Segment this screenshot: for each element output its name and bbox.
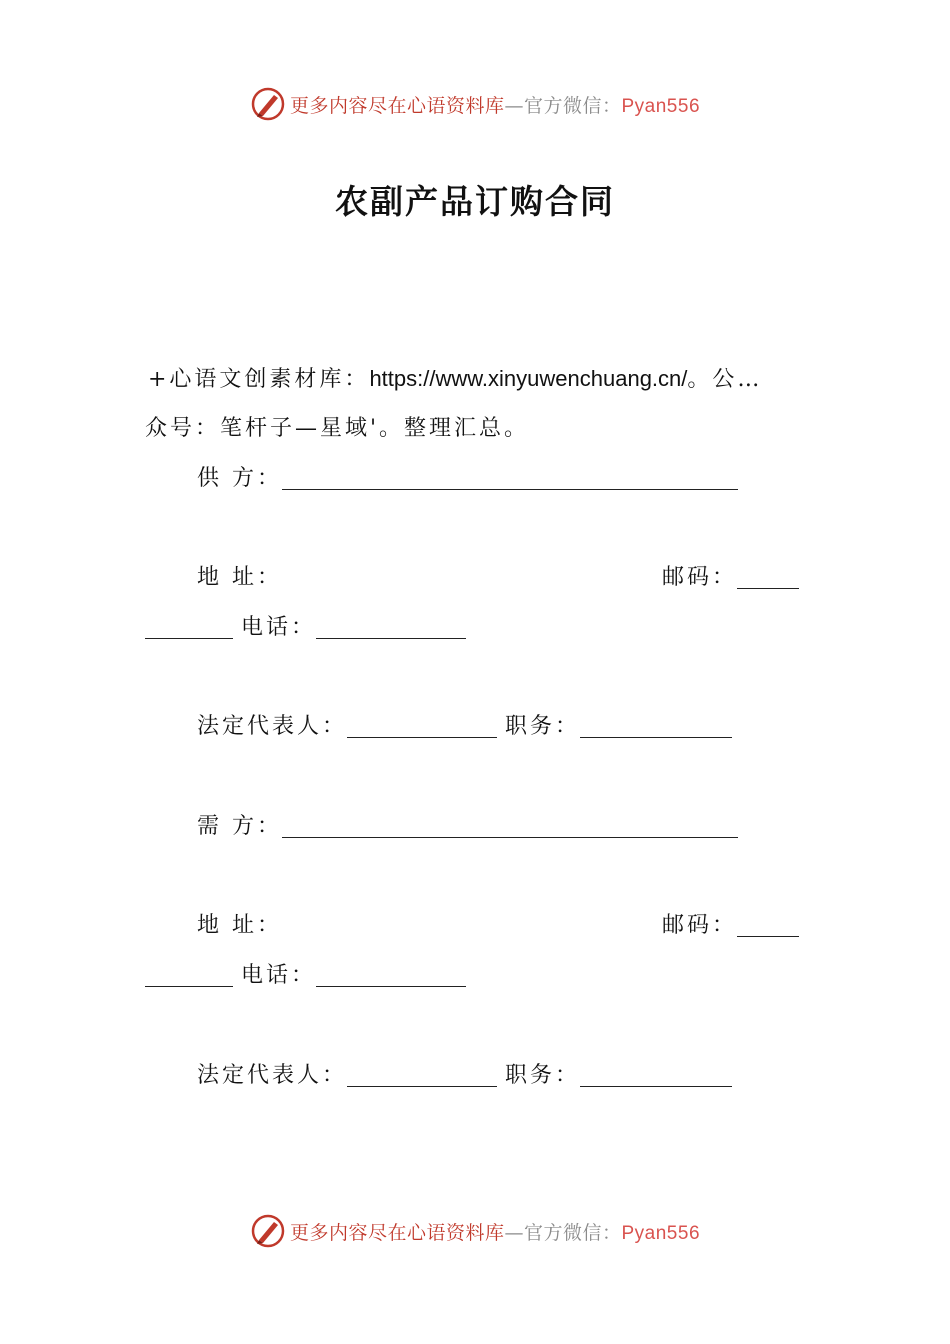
- buyer-phone-label: 电话：: [241, 963, 317, 988]
- banner-text: 更多内容尽在心语资料库—官方微信：Pyan556: [289, 94, 701, 117]
- footer-banner: [0, 1211, 950, 1251]
- supplier-rep-row: [197, 712, 732, 742]
- header-banner: [0, 84, 950, 124]
- buyer-phone-input[interactable]: [316, 964, 466, 987]
- buyer-postcode-input[interactable]: [737, 914, 799, 937]
- supplier-postcode-row: [662, 563, 799, 593]
- buyer-phone-row: [145, 961, 466, 991]
- buyer-postcode-input-cont[interactable]: [145, 964, 233, 987]
- supplier-position-label: 职务：: [505, 714, 581, 739]
- supplier-postcode-input[interactable]: [737, 566, 799, 589]
- supplier-label: 供 方：: [197, 466, 282, 491]
- supplier-row: [197, 464, 738, 494]
- supplier-input[interactable]: [282, 467, 738, 490]
- pen-logo-icon: [250, 86, 286, 122]
- supplier-phone-label: 电话：: [241, 615, 317, 640]
- banner-text: 更多内容尽在心语资料库—官方微信：Pyan556: [289, 1221, 701, 1244]
- buyer-address-label: 地 址：: [197, 913, 282, 938]
- buyer-input[interactable]: [282, 815, 738, 838]
- supplier-phone-row: [145, 613, 466, 643]
- supplier-address-label: 地 址：: [197, 565, 282, 590]
- buyer-position-input[interactable]: [580, 1064, 732, 1087]
- supplier-postcode-label: 邮码：: [662, 565, 738, 590]
- supplier-position-input[interactable]: [580, 715, 732, 738]
- supplier-phone-input[interactable]: [316, 616, 466, 639]
- buyer-rep-input[interactable]: [347, 1064, 497, 1087]
- buyer-position-label: 职务：: [505, 1063, 581, 1088]
- pen-logo-icon: [250, 1213, 286, 1249]
- supplier-rep-input[interactable]: [347, 715, 497, 738]
- supplier-rep-label: 法定代表人：: [197, 714, 348, 739]
- buyer-postcode-row: [662, 911, 799, 941]
- buyer-label: 需 方：: [197, 814, 282, 839]
- document-title: 农副产品订购合同: [335, 182, 615, 221]
- intro-url[interactable]: https://www.xinyuwenchuang.cn/: [369, 366, 688, 391]
- intro-line-2: 众号：笔杆子—星域'。整理汇总。: [145, 416, 530, 441]
- buyer-rep-row: [197, 1061, 732, 1091]
- buyer-rep-label: 法定代表人：: [197, 1063, 348, 1088]
- intro-line-1: +心语文创素材库：https://www.xinyuwenchuang.cn/。公…: [148, 366, 763, 392]
- buyer-postcode-label: 邮码：: [662, 913, 738, 938]
- buyer-row: [197, 812, 738, 842]
- supplier-postcode-input-cont[interactable]: [145, 616, 233, 639]
